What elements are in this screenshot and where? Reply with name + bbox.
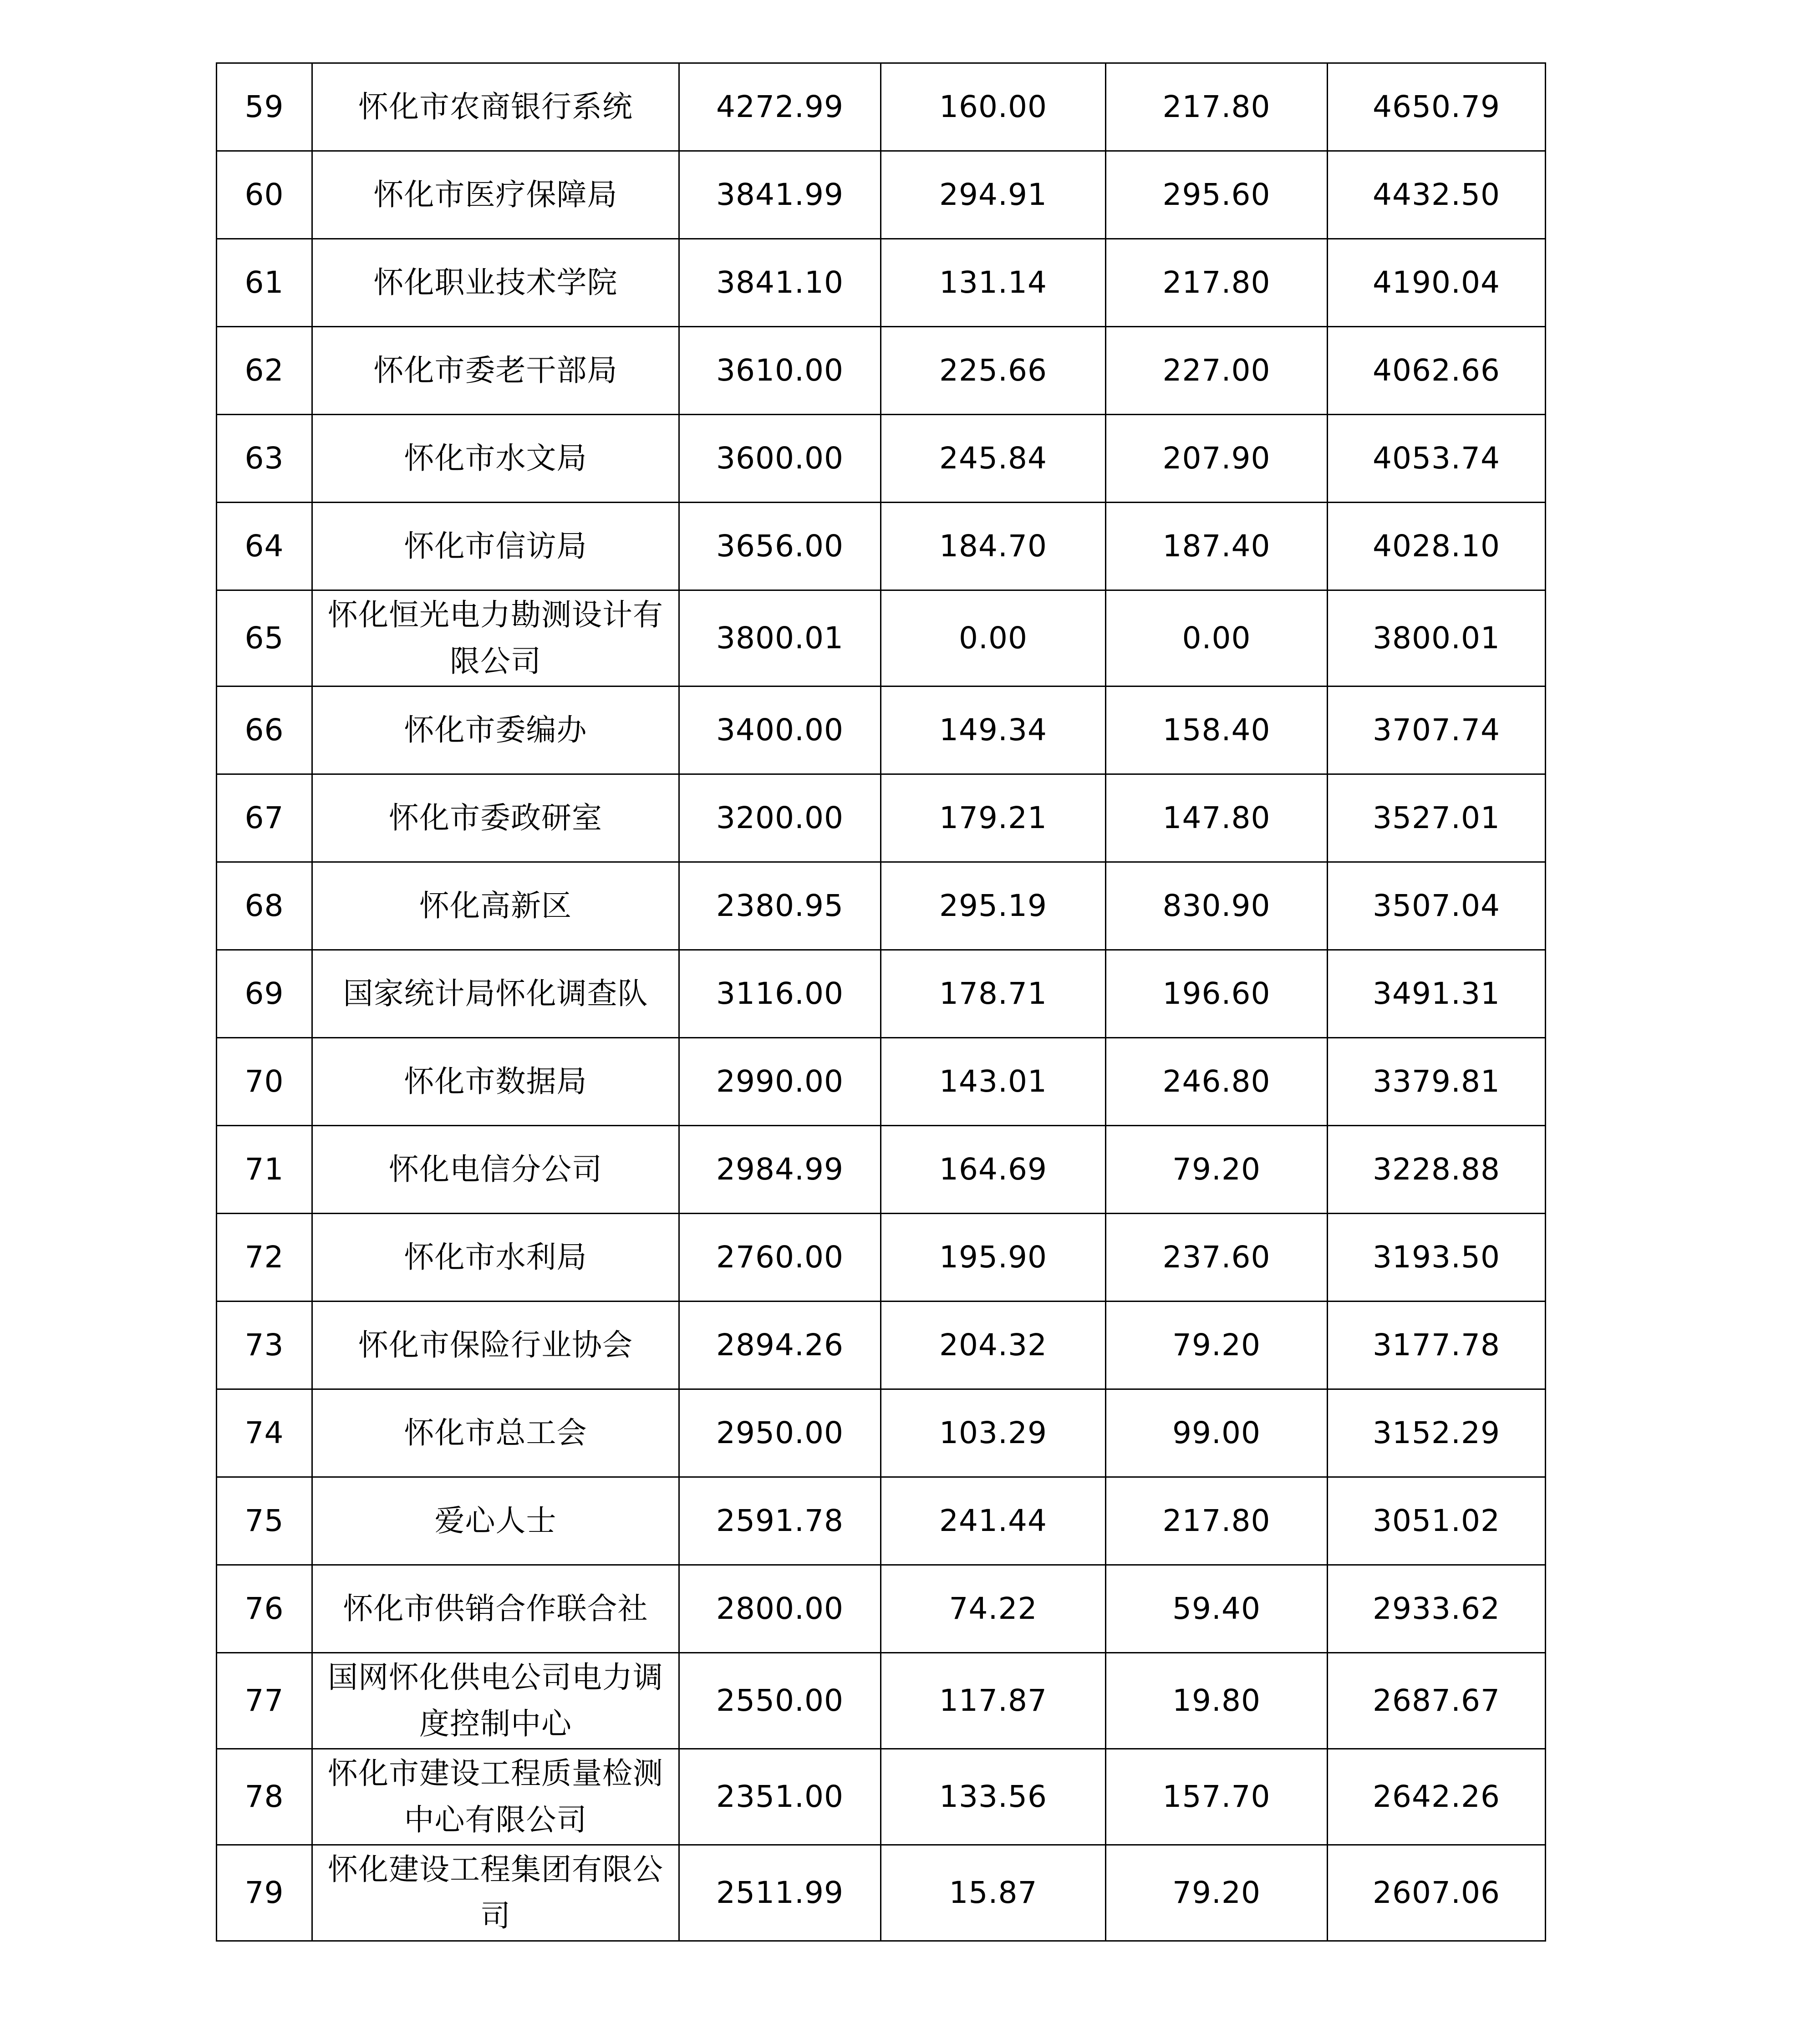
value-col-1: 3656.00 (679, 503, 881, 590)
value-col-2: 225.66 (881, 327, 1106, 415)
value-col-2: 294.91 (881, 151, 1106, 239)
value-col-1: 3400.00 (679, 686, 881, 774)
row-number: 69 (217, 950, 312, 1038)
unit-name: 怀化市委老干部局 (312, 327, 679, 415)
total-value: 2933.62 (1328, 1565, 1546, 1653)
table-body (217, 63, 1546, 1941)
row-number: 68 (217, 862, 312, 950)
row-number: 78 (217, 1749, 312, 1845)
total-value: 3051.02 (1328, 1477, 1546, 1565)
value-col-3: 246.80 (1106, 1038, 1328, 1126)
value-col-3: 99.00 (1106, 1389, 1328, 1477)
value-col-1: 2950.00 (679, 1389, 881, 1477)
row-number: 73 (217, 1302, 312, 1389)
table-row (217, 1389, 1546, 1477)
row-number: 65 (217, 590, 312, 686)
value-col-1: 2990.00 (679, 1038, 881, 1126)
value-col-1: 2351.00 (679, 1749, 881, 1845)
table-row (217, 686, 1546, 774)
value-col-2: 15.87 (881, 1845, 1106, 1941)
value-col-2: 179.21 (881, 774, 1106, 862)
total-value: 4190.04 (1328, 239, 1546, 327)
table-row (217, 327, 1546, 415)
table-row (217, 1653, 1546, 1749)
total-value: 4432.50 (1328, 151, 1546, 239)
value-col-1: 2760.00 (679, 1214, 881, 1302)
value-col-2: 184.70 (881, 503, 1106, 590)
total-value: 3527.01 (1328, 774, 1546, 862)
value-col-2: 74.22 (881, 1565, 1106, 1653)
table-row (217, 1477, 1546, 1565)
unit-name: 国网怀化供电公司电力调度控制中心 (312, 1653, 679, 1749)
value-col-2: 204.32 (881, 1302, 1106, 1389)
value-col-3: 830.90 (1106, 862, 1328, 950)
value-col-2: 195.90 (881, 1214, 1106, 1302)
value-col-1: 2511.99 (679, 1845, 881, 1941)
table-row (217, 415, 1546, 503)
unit-name: 怀化市数据局 (312, 1038, 679, 1126)
value-col-2: 143.01 (881, 1038, 1106, 1126)
value-col-2: 164.69 (881, 1126, 1106, 1214)
value-col-1: 3841.99 (679, 151, 881, 239)
value-col-3: 227.00 (1106, 327, 1328, 415)
value-col-1: 2591.78 (679, 1477, 881, 1565)
value-col-2: 160.00 (881, 63, 1106, 151)
value-col-2: 295.19 (881, 862, 1106, 950)
value-col-1: 3600.00 (679, 415, 881, 503)
unit-name: 怀化市农商银行系统 (312, 63, 679, 151)
value-col-3: 79.20 (1106, 1126, 1328, 1214)
row-number: 74 (217, 1389, 312, 1477)
value-col-1: 2550.00 (679, 1653, 881, 1749)
total-value: 3800.01 (1328, 590, 1546, 686)
total-value: 3152.29 (1328, 1389, 1546, 1477)
unit-name: 怀化建设工程集团有限公司 (312, 1845, 679, 1941)
unit-name: 怀化市保险行业协会 (312, 1302, 679, 1389)
total-value: 4062.66 (1328, 327, 1546, 415)
table-row (217, 239, 1546, 327)
unit-name: 怀化市供销合作联合社 (312, 1565, 679, 1653)
unit-name: 怀化市信访局 (312, 503, 679, 590)
value-col-1: 4272.99 (679, 63, 881, 151)
row-number: 61 (217, 239, 312, 327)
value-col-2: 245.84 (881, 415, 1106, 503)
total-value: 4053.74 (1328, 415, 1546, 503)
row-number: 66 (217, 686, 312, 774)
value-col-1: 2380.95 (679, 862, 881, 950)
value-col-2: 178.71 (881, 950, 1106, 1038)
row-number: 62 (217, 327, 312, 415)
value-col-2: 0.00 (881, 590, 1106, 686)
value-col-2: 117.87 (881, 1653, 1106, 1749)
value-col-1: 2800.00 (679, 1565, 881, 1653)
table-row (217, 503, 1546, 590)
table-row (217, 1038, 1546, 1126)
row-number: 59 (217, 63, 312, 151)
value-col-3: 147.80 (1106, 774, 1328, 862)
table-row (217, 1126, 1546, 1214)
value-col-2: 131.14 (881, 239, 1106, 327)
total-value: 3707.74 (1328, 686, 1546, 774)
unit-name: 怀化市水文局 (312, 415, 679, 503)
value-col-3: 79.20 (1106, 1302, 1328, 1389)
unit-name: 国家统计局怀化调查队 (312, 950, 679, 1038)
total-value: 3228.88 (1328, 1126, 1546, 1214)
value-col-3: 217.80 (1106, 1477, 1328, 1565)
value-col-3: 237.60 (1106, 1214, 1328, 1302)
value-col-1: 2894.26 (679, 1302, 881, 1389)
row-number: 60 (217, 151, 312, 239)
value-col-3: 19.80 (1106, 1653, 1328, 1749)
total-value: 3491.31 (1328, 950, 1546, 1038)
unit-name: 怀化职业技术学院 (312, 239, 679, 327)
total-value: 3177.78 (1328, 1302, 1546, 1389)
table-row (217, 950, 1546, 1038)
value-col-3: 217.80 (1106, 239, 1328, 327)
unit-name: 怀化市委编办 (312, 686, 679, 774)
value-col-3: 59.40 (1106, 1565, 1328, 1653)
row-number: 76 (217, 1565, 312, 1653)
value-col-1: 3116.00 (679, 950, 881, 1038)
value-col-3: 0.00 (1106, 590, 1328, 686)
row-number: 70 (217, 1038, 312, 1126)
total-value: 4028.10 (1328, 503, 1546, 590)
row-number: 63 (217, 415, 312, 503)
value-col-3: 217.80 (1106, 63, 1328, 151)
total-value: 3507.04 (1328, 862, 1546, 950)
table-row (217, 1565, 1546, 1653)
value-col-1: 3200.00 (679, 774, 881, 862)
unit-name: 怀化市医疗保障局 (312, 151, 679, 239)
row-number: 67 (217, 774, 312, 862)
row-number: 64 (217, 503, 312, 590)
table-row (217, 590, 1546, 686)
unit-name: 怀化市委政研室 (312, 774, 679, 862)
total-value: 2687.67 (1328, 1653, 1546, 1749)
unit-name: 怀化市总工会 (312, 1389, 679, 1477)
total-value: 2642.26 (1328, 1749, 1546, 1845)
table-row (217, 1845, 1546, 1941)
value-col-3: 295.60 (1106, 151, 1328, 239)
value-col-3: 79.20 (1106, 1845, 1328, 1941)
value-col-1: 2984.99 (679, 1126, 881, 1214)
total-value: 3379.81 (1328, 1038, 1546, 1126)
value-col-3: 157.70 (1106, 1749, 1328, 1845)
row-number: 79 (217, 1845, 312, 1941)
row-number: 71 (217, 1126, 312, 1214)
unit-name: 怀化电信分公司 (312, 1126, 679, 1214)
total-value: 4650.79 (1328, 63, 1546, 151)
unit-name: 怀化市建设工程质量检测中心有限公司 (312, 1749, 679, 1845)
total-value: 2607.06 (1328, 1845, 1546, 1941)
value-col-1: 3841.10 (679, 239, 881, 327)
table-row (217, 151, 1546, 239)
value-col-2: 149.34 (881, 686, 1106, 774)
value-col-3: 207.90 (1106, 415, 1328, 503)
row-number: 72 (217, 1214, 312, 1302)
value-col-3: 187.40 (1106, 503, 1328, 590)
value-col-3: 158.40 (1106, 686, 1328, 774)
table-row (217, 862, 1546, 950)
value-col-3: 196.60 (1106, 950, 1328, 1038)
unit-name: 爱心人士 (312, 1477, 679, 1565)
unit-name: 怀化高新区 (312, 862, 679, 950)
value-col-1: 3610.00 (679, 327, 881, 415)
unit-name: 怀化市水利局 (312, 1214, 679, 1302)
table-row (217, 63, 1546, 151)
unit-name: 怀化恒光电力勘测设计有限公司 (312, 590, 679, 686)
table-row (217, 1302, 1546, 1389)
row-number: 77 (217, 1653, 312, 1749)
value-col-2: 241.44 (881, 1477, 1106, 1565)
value-col-2: 133.56 (881, 1749, 1106, 1845)
table-row (217, 774, 1546, 862)
data-table (216, 62, 1546, 1942)
row-number: 75 (217, 1477, 312, 1565)
table-row (217, 1749, 1546, 1845)
table-row (217, 1214, 1546, 1302)
value-col-2: 103.29 (881, 1389, 1106, 1477)
value-col-1: 3800.01 (679, 590, 881, 686)
total-value: 3193.50 (1328, 1214, 1546, 1302)
